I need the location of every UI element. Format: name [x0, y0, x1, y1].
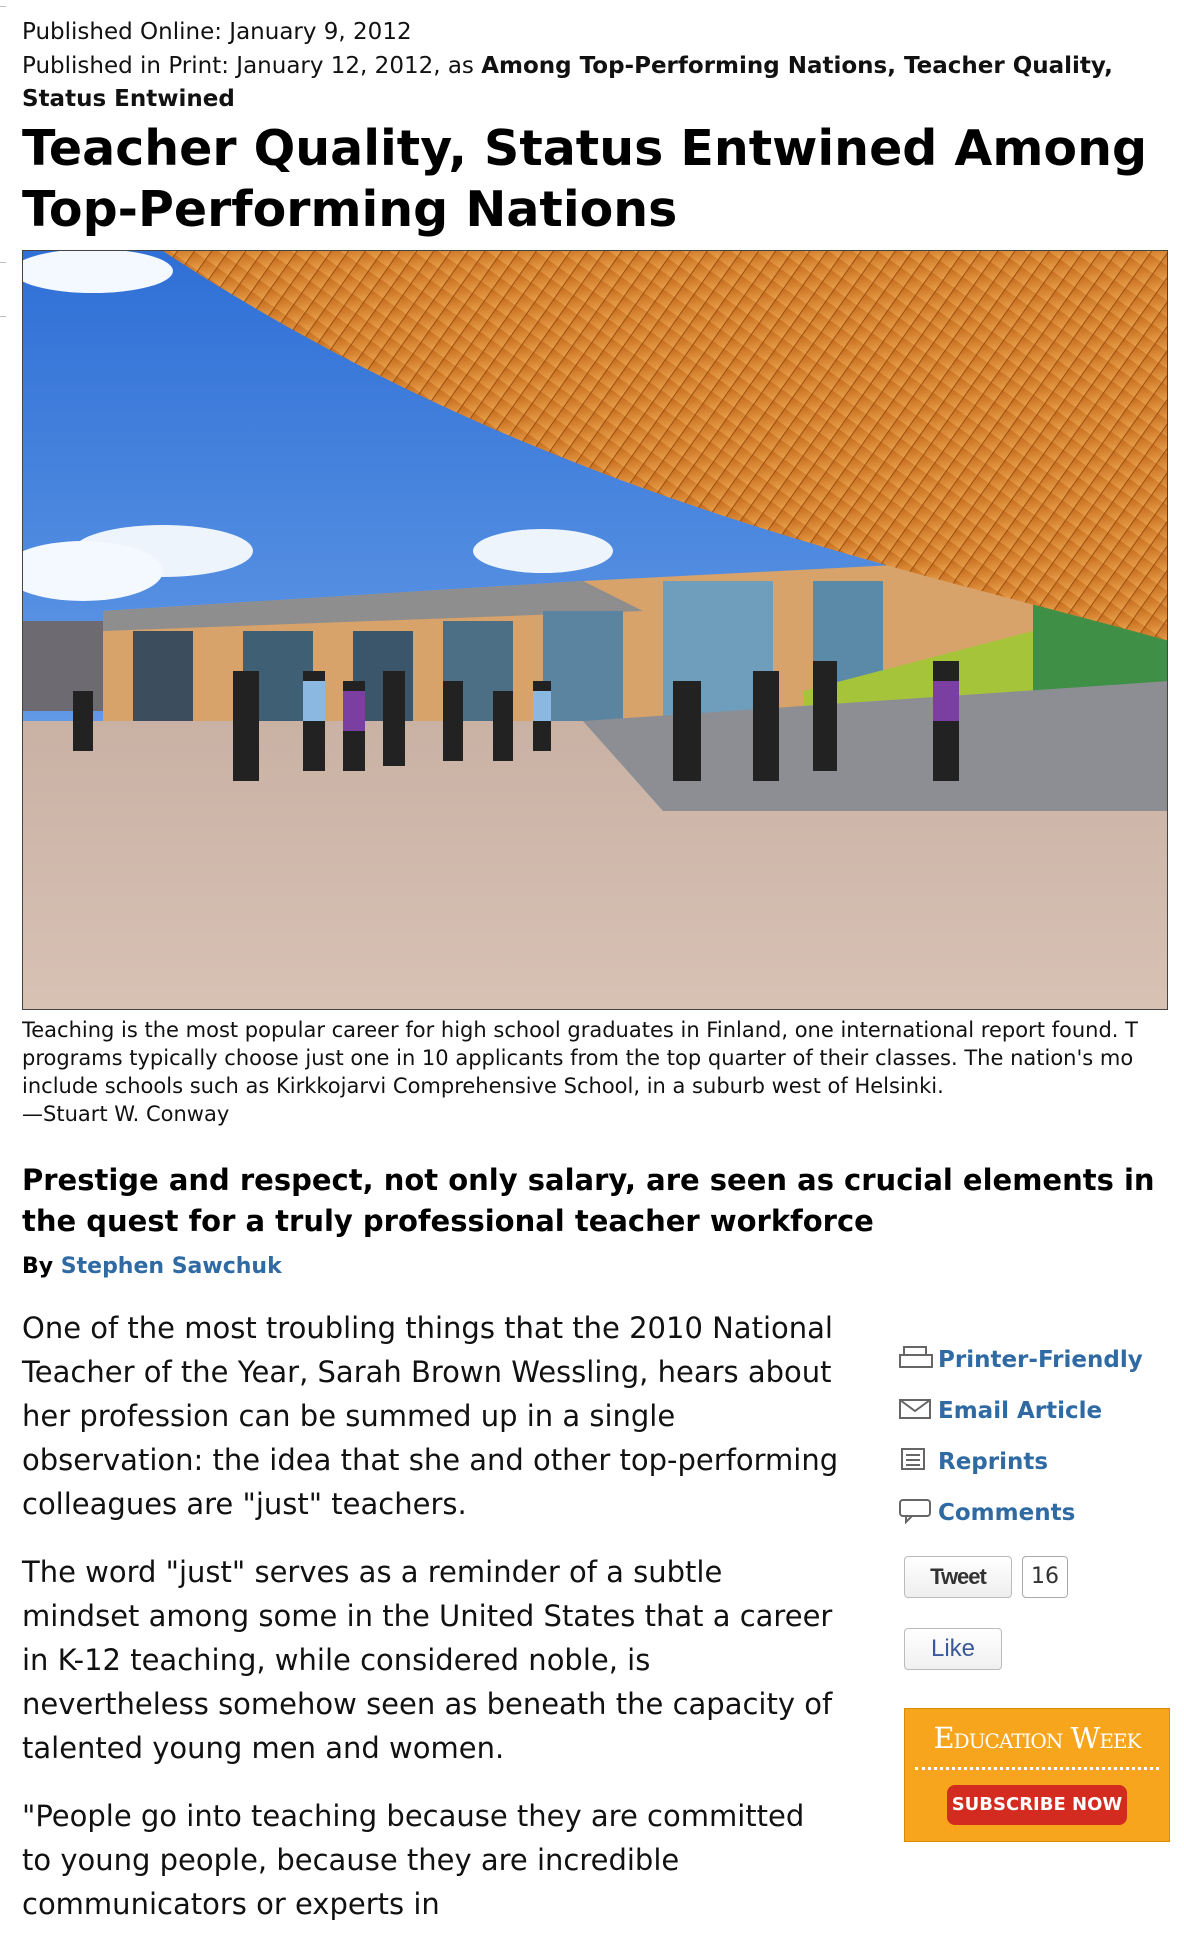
- edge-tick: [0, 262, 6, 263]
- education-week-ad[interactable]: [904, 1708, 1170, 1842]
- print-title: Among Top-Performing Nations, Teacher Quality, Status Entwined: [22, 53, 1113, 112]
- email-article-link[interactable]: [898, 1385, 1168, 1436]
- photo-credit: —Stuart W. Conway: [22, 1102, 230, 1126]
- caption-line: include schools such as Kirkkojarvi Comprehensive School, in a suburb west of Helsinki.: [22, 1074, 944, 1098]
- author-link[interactable]: Stephen Sawchuk: [60, 1254, 282, 1279]
- printer-friendly-label: Printer-Friendly: [938, 1346, 1143, 1373]
- article-deck: Prestige and respect, not only salary, are seen as crucial elements in the quest for a truly professional teacher workforce: [22, 1163, 1155, 1238]
- speech-bubble-icon: [898, 1498, 938, 1528]
- social-buttons: [904, 1556, 1168, 1842]
- edge-tick: [0, 316, 6, 317]
- edge-tick: [0, 6, 6, 7]
- photo-caption: [22, 1016, 1184, 1128]
- page-title: Teacher Quality, Status Entwined Among Top-Performing Nations: [22, 120, 1148, 238]
- published-online: Published Online: January 9, 2012: [22, 19, 412, 45]
- subscribe-now-button[interactable]: SUBSCRIBE NOW: [947, 1785, 1127, 1825]
- byline-prefix: By: [22, 1254, 61, 1279]
- comments-link[interactable]: [898, 1487, 1168, 1538]
- comments-label: Comments: [938, 1499, 1076, 1526]
- tweet-button[interactable]: Tweet: [904, 1556, 1012, 1598]
- printer-icon: [898, 1345, 938, 1375]
- ad-divider: [915, 1767, 1159, 1770]
- paragraph: One of the most troubling things that the 2010 National Teacher of the Year, Sarah Brown Wessling, hears about her profession can be summed up in a single observation: the idea that she and other top-performing colleagues are "just" teachers.: [22, 1311, 839, 1521]
- byline: [22, 1254, 282, 1279]
- tweet-widget: [904, 1556, 1168, 1598]
- tweet-count: 16: [1022, 1556, 1068, 1598]
- published-in-print-prefix: Published in Print: January 12, 2012, as: [22, 53, 482, 79]
- reprints-label: Reprints: [938, 1448, 1049, 1475]
- school-photo-illustration: [23, 251, 1168, 1010]
- caption-line: Teaching is the most popular career for high school graduates in Finland, one international report found. T: [22, 1018, 1138, 1042]
- reprints-icon: [898, 1447, 938, 1477]
- printer-friendly-link[interactable]: [898, 1334, 1168, 1385]
- envelope-icon: [898, 1396, 938, 1426]
- article-tools: [898, 1334, 1168, 1842]
- paragraph: The word "just" serves as a reminder of a subtle mindset among some in the United States that a career in K-12 teaching, while considered noble, is nevertheless somehow seen as beneath the capacity of talented young men and women.: [22, 1555, 833, 1765]
- paragraph: "People go into teaching because they are committed to young people, because they are incredible communicators or experts in: [22, 1799, 805, 1921]
- like-button[interactable]: Like: [904, 1628, 1002, 1670]
- published-in-print: [22, 50, 1162, 116]
- email-article-label: Email Article: [938, 1397, 1103, 1424]
- article-photo: [22, 250, 1168, 1010]
- caption-line: programs typically choose just one in 10 applicants from the top quarter of their classes. The nation's mo: [22, 1046, 1134, 1070]
- article-body: [22, 1306, 842, 1950]
- ad-brand-logo: Education Week: [933, 1721, 1141, 1755]
- reprints-link[interactable]: [898, 1436, 1168, 1487]
